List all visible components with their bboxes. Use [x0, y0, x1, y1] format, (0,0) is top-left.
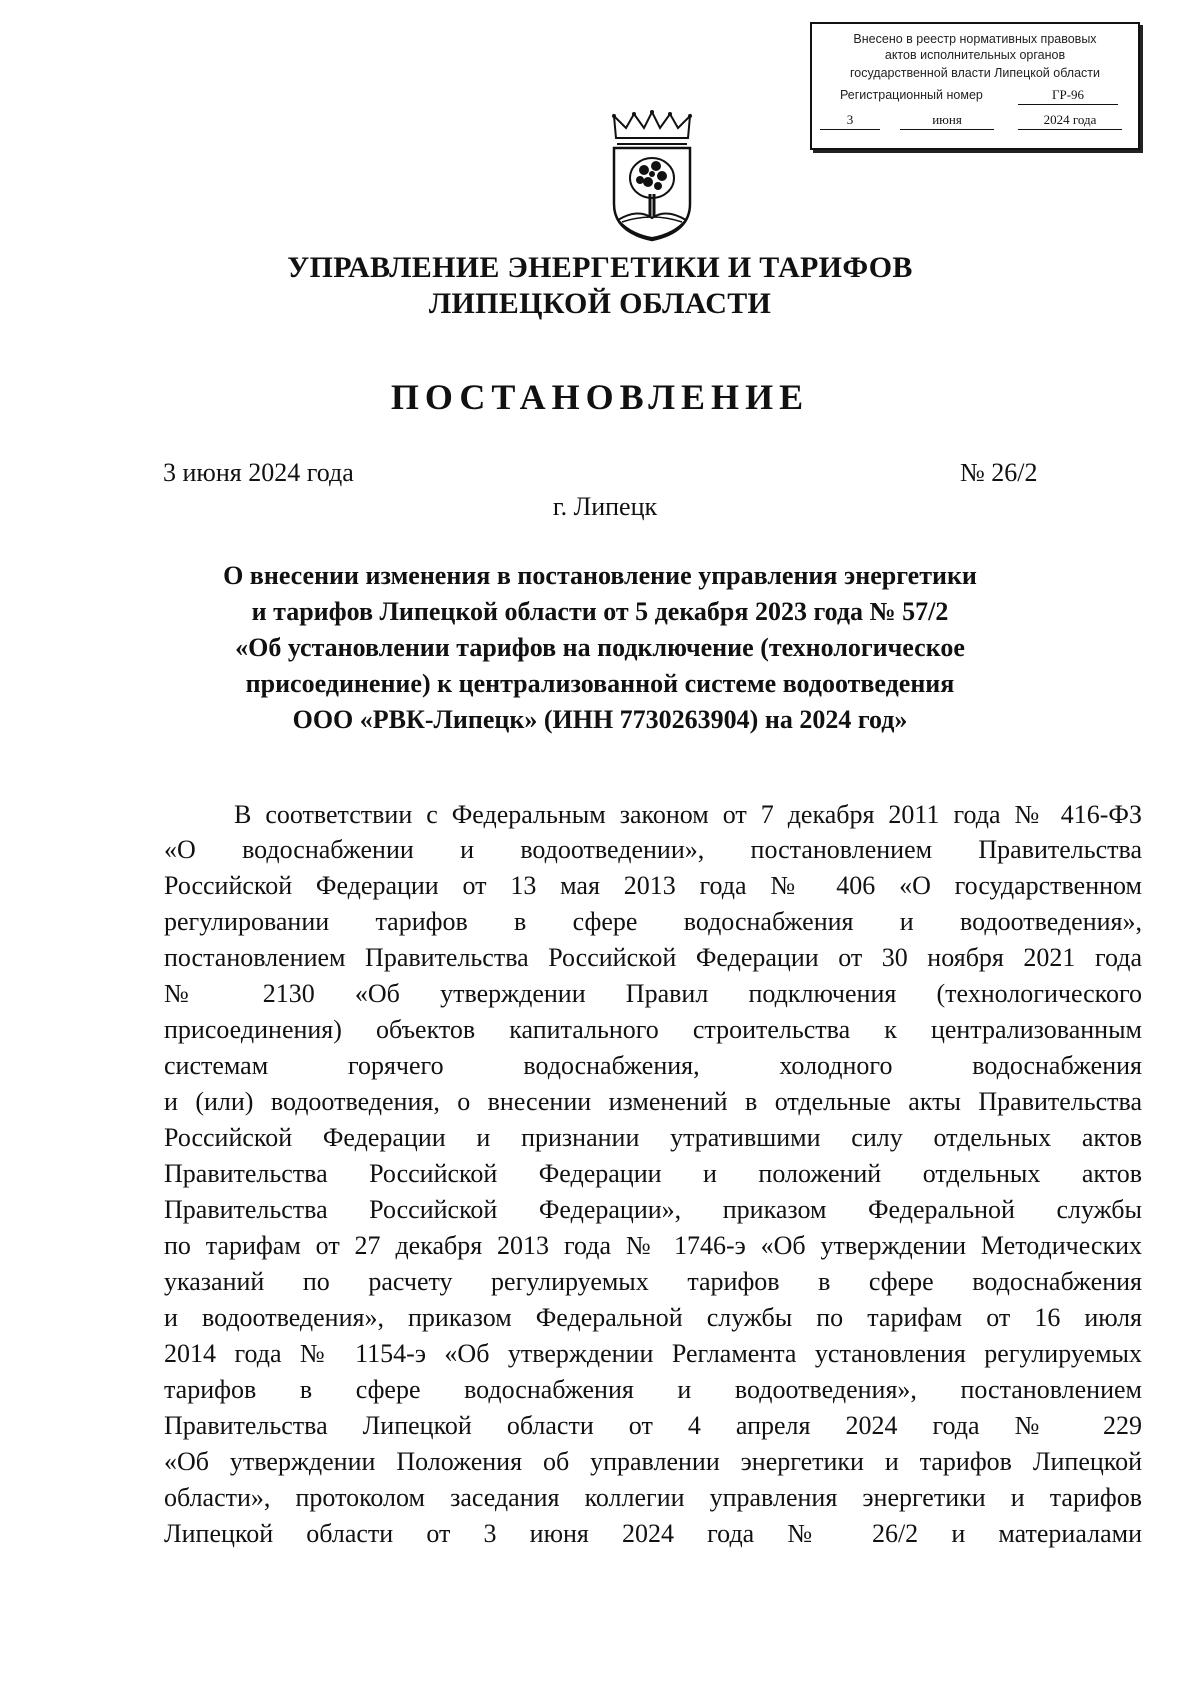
title-line: и тарифов Липецкой области от 5 декабря 2023 года № 57/2 [251, 597, 949, 626]
body-line: области», протоколом заседания коллегии управления энергетики и тарифов [164, 1483, 1142, 1512]
document-number: № 26/2 [960, 458, 1038, 487]
stamp-line-3: государственной власти Липецкой области [849, 66, 1101, 80]
document-city: г. Липецк [552, 492, 658, 521]
stamp-reg-number: ГР-96 [1018, 87, 1118, 105]
body-line: Правительства Российской Федерации и положений отдельных актов [164, 1159, 1142, 1188]
body-line: В соответствии с Федеральным законом от 7 декабря 2011 года № 416-ФЗ [234, 800, 1142, 829]
stamp-month: июня [900, 112, 994, 130]
title-line: ООО «РВК-Липецк» (ИНН 7730263904) на 2024 год» [292, 705, 908, 734]
body-line: и водоотведения», приказом Федеральной службы по тарифам от 16 июля [164, 1303, 1142, 1332]
stamp-year: 2024 года [1018, 112, 1122, 130]
body-line: присоединения) объектов капитального строительства к централизованным [164, 1015, 1142, 1044]
body-line: «О водоснабжении и водоотведении», постановлением Правительства [164, 835, 1142, 864]
title-line: «Об установлении тарифов на подключение (технологическое [235, 633, 965, 662]
title-line: О внесении изменения в постановление управления энергетики [223, 561, 977, 590]
body-line: Правительства Липецкой области от 4 апреля 2024 года № 229 [164, 1411, 1142, 1440]
body-line: «Об утверждении Положения об управлении энергетики и тарифов Липецкой [164, 1447, 1142, 1476]
registration-stamp [810, 22, 1140, 150]
stamp-line-2: актов исполнительных органов [884, 48, 1066, 62]
org-name-line-1: УПРАВЛЕНИЕ ЭНЕРГЕТИКИ И ТАРИФОВ [287, 251, 913, 284]
stamp-line-1: Внесено в реестр нормативных правовых [853, 32, 1097, 46]
body-line: регулировании тарифов в сфере водоснабжения и водоотведения», [164, 907, 1142, 936]
body-line: Российской Федерации от 13 мая 2013 года № 406 «О государственном [164, 871, 1142, 900]
body-line: № 2130 «Об утверждении Правил подключения (технологического [164, 979, 1142, 1008]
stamp-day: 3 [820, 112, 880, 130]
body-line: Правительства Российской Федерации», приказом Федеральной службы [164, 1195, 1142, 1224]
body-line: постановлением Правительства Российской Федерации от 30 ноября 2021 года [164, 943, 1142, 972]
org-name-line-2: ЛИПЕЦКОЙ ОБЛАСТИ [428, 287, 772, 320]
document-type: ПОСТАНОВЛЕНИЕ [390, 377, 810, 417]
stamp-reg-label: Регистрационный номер [840, 88, 983, 102]
body-line: системам горячего водоснабжения, холодного водоснабжения [164, 1051, 1142, 1080]
body-line: Российской Федерации и признании утратившими силу отдельных актов [164, 1123, 1142, 1152]
body-line: тарифов в сфере водоснабжения и водоотведения», постановлением [164, 1375, 1142, 1404]
body-line: Липецкой области от 3 июня 2024 года № 26/2 и материалами [164, 1519, 1142, 1548]
body-line: 2014 года № 1154-э «Об утверждении Регламента установления регулируемых [164, 1339, 1142, 1368]
document-date: 3 июня 2024 года [163, 458, 354, 487]
body-line: по тарифам от 27 декабря 2013 года № 1746-э «Об утверждении Методических [164, 1231, 1142, 1260]
body-line: и (или) водоотведения, о внесении изменений в отдельные акты Правительства [164, 1087, 1142, 1116]
lipetsk-coat-of-arms-icon [604, 108, 700, 244]
title-line: присоединение) к централизованной системе водоотведения [245, 669, 955, 698]
body-line: указаний по расчету регулируемых тарифов в сфере водоснабжения [164, 1267, 1142, 1296]
